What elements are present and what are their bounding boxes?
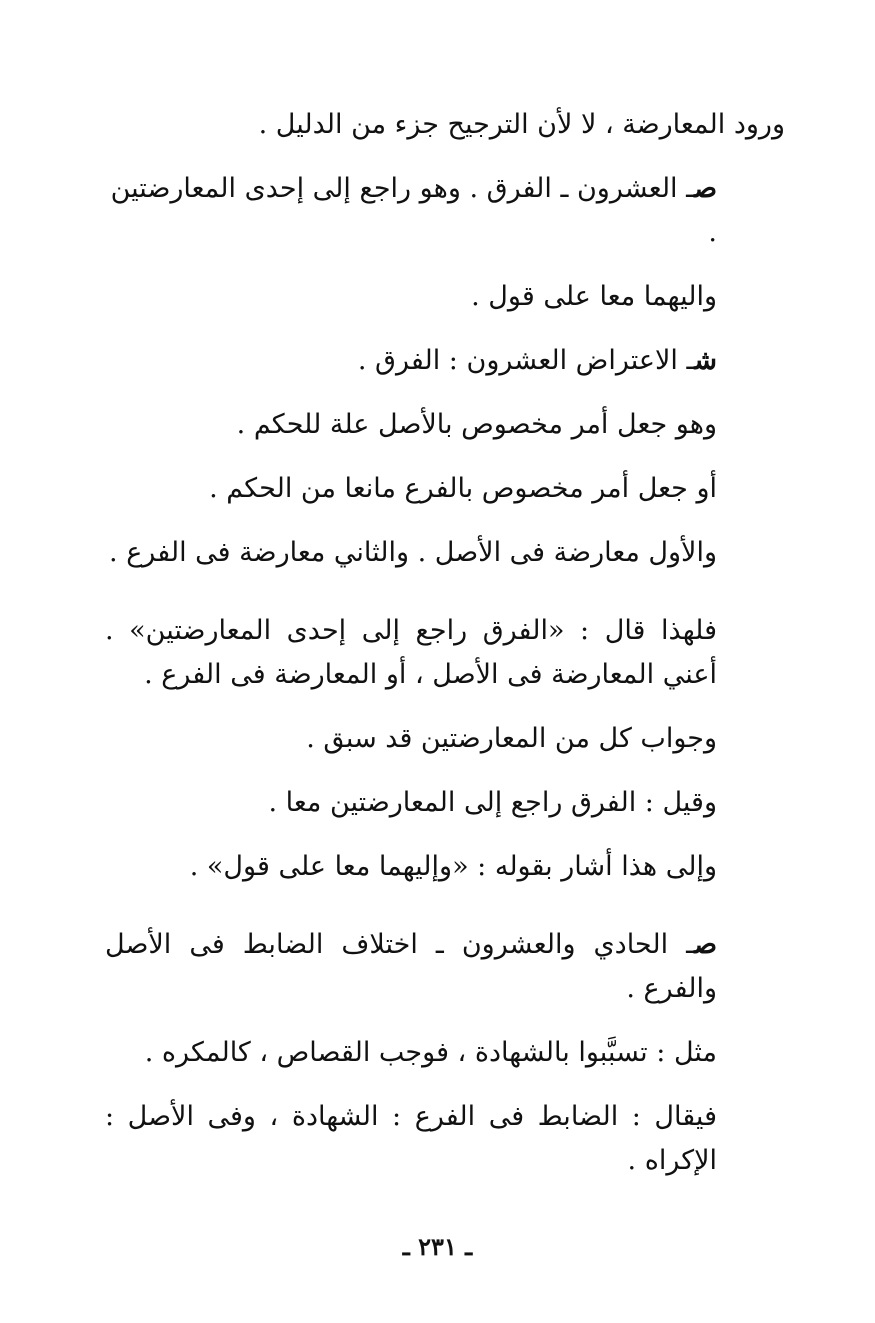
paragraph-text: أو جعل أمر مخصوص بالفرع مانعا من الحكم .: [209, 473, 717, 504]
paragraph: [105, 1095, 785, 1183]
paragraph-text: ـ الاعتراض العشرون : الفرق .: [357, 345, 695, 376]
paragraph: [105, 339, 785, 383]
paragraph-text: وقيل : الفرق راجع إلى المعارضتين معا .: [268, 787, 717, 818]
paragraph: [105, 781, 785, 825]
page-number: ـ ٢٣١ ـ: [402, 1232, 473, 1261]
paragraph: [105, 1031, 785, 1075]
paragraph-text: فيقال : الضابط فى الفرع : الشهادة ، وفى الأصل : الإكراه .: [105, 1101, 717, 1176]
paragraph: [105, 275, 785, 319]
paragraph: [105, 531, 785, 575]
paragraph: [105, 609, 785, 697]
paragraph: [105, 717, 785, 761]
paragraph: [105, 467, 785, 511]
paragraph-text: والأول معارضة فى الأصل . والثاني معارضة فى الفرع .: [109, 537, 717, 568]
paragraph-lead: ص: [694, 929, 717, 960]
paragraph-text: ـ الحادي والعشرون ـ اختلاف الضابط فى الأصل والفرع .: [105, 929, 717, 1004]
paragraph-text: مثل : تسبَّبوا بالشهادة ، فوجب القصاص ، كالمكره .: [144, 1037, 717, 1068]
paragraph: [105, 923, 785, 1011]
paragraph-text: ورود المعارضة ، لا لأن الترجيح جزء من الدليل .: [258, 109, 785, 140]
paragraph-text: وهو جعل أمر مخصوص بالأصل علة للحكم .: [236, 409, 717, 440]
paragraph-text: واليهما معا على قول .: [471, 281, 717, 312]
paragraph: [105, 103, 785, 147]
body-text: [105, 103, 785, 1203]
paragraph-text: ـ العشرون ـ الفرق . وهو راجع إلى إحدى المعارضتين .: [110, 173, 717, 248]
paragraph-text: فلهذا قال : «الفرق راجع إلى إحدى المعارضتين» . أعني المعارضة فى الأصل ، أو المعارضة فى الفرع .: [105, 615, 717, 690]
paragraph: [105, 403, 785, 447]
paragraph-lead: ص: [694, 173, 717, 204]
paragraph-text: وإلى هذا أشار بقوله : «وإليهما معا على قول» .: [189, 851, 717, 882]
paragraph-text: وجواب كل من المعارضتين قد سبق .: [306, 723, 717, 754]
paragraph-lead: ش: [694, 345, 717, 376]
paragraph: [105, 845, 785, 889]
paragraph: [105, 167, 785, 255]
